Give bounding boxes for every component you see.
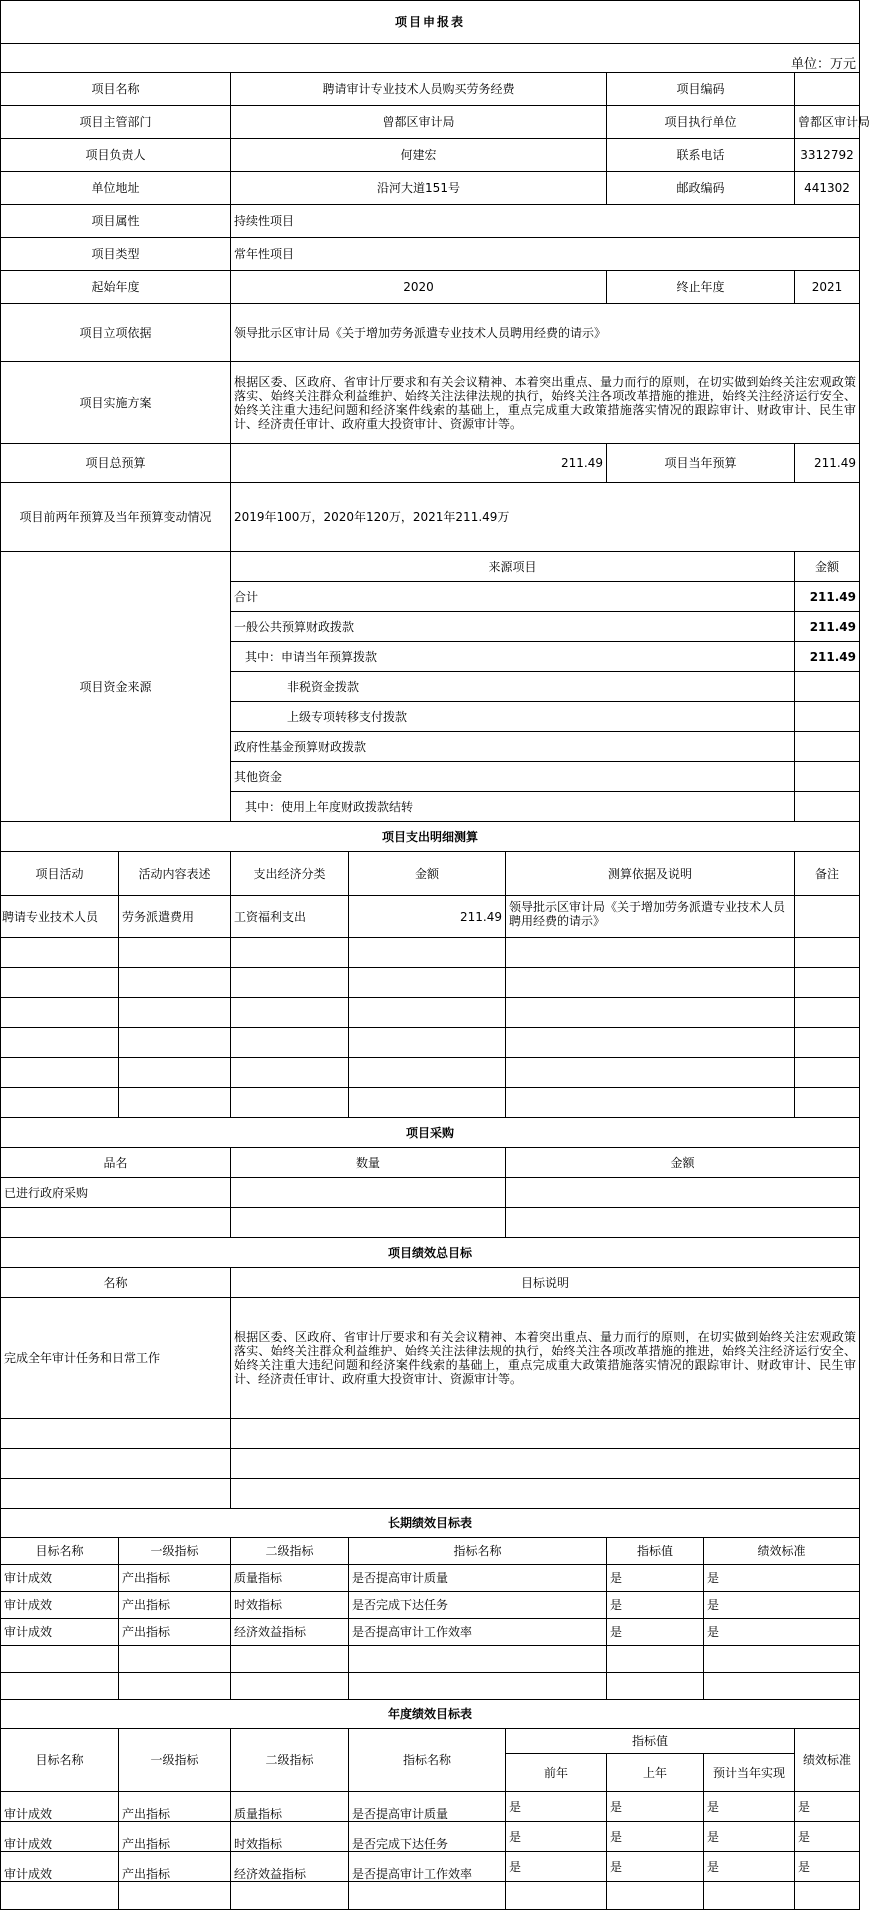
longterm-header-target: 目标名称 bbox=[1, 1538, 119, 1565]
annual-target: 审计成效 bbox=[1, 1822, 119, 1852]
longterm-l1: 产出指标 bbox=[119, 1565, 231, 1592]
expense-header-activity: 项目活动 bbox=[1, 852, 119, 896]
procurement-empty-row bbox=[1, 1208, 860, 1238]
annual-prev1: 是 bbox=[607, 1852, 704, 1882]
zip-label: 邮政编码 bbox=[607, 172, 795, 205]
funding-row-fund: 政府性基金预算财政拨款 bbox=[231, 732, 795, 762]
funding-row-current-year: 其中：申请当年预算拨款 bbox=[231, 642, 795, 672]
funding-row-general: 一般公共预算财政拨款 bbox=[231, 612, 795, 642]
annual-prev2: 是 bbox=[506, 1792, 607, 1822]
longterm-l2: 经济效益指标 bbox=[231, 1619, 349, 1646]
funding-amount-general: 211.49 bbox=[795, 612, 860, 642]
funding-amount-other bbox=[795, 762, 860, 792]
longterm-indicator: 是否完成下达任务 bbox=[349, 1592, 607, 1619]
longterm-indicator: 是否提高审计工作效率 bbox=[349, 1619, 607, 1646]
expense-empty-row bbox=[1, 1058, 860, 1088]
longterm-target: 审计成效 bbox=[1, 1592, 119, 1619]
perf-total-section-title: 项目绩效总目标 bbox=[1, 1238, 860, 1268]
total-budget-value: 211.49 bbox=[231, 444, 607, 483]
procurement-section-title: 项目采购 bbox=[1, 1118, 860, 1148]
expense-section-title: 项目支出明细测算 bbox=[1, 822, 860, 852]
expense-empty-row bbox=[1, 938, 860, 968]
annual-l2: 质量指标 bbox=[231, 1792, 349, 1822]
funding-amount-carryover bbox=[795, 792, 860, 822]
funding-label: 项目资金来源 bbox=[1, 552, 231, 822]
address-value: 沿河大道151号 bbox=[231, 172, 607, 205]
budget-change-label: 项目前两年预算及当年预算变动情况 bbox=[1, 483, 231, 552]
end-year-label: 终止年度 bbox=[607, 271, 795, 304]
start-year-label: 起始年度 bbox=[1, 271, 231, 304]
type-value: 常年性项目 bbox=[231, 238, 860, 271]
perf-total-name: 完成全年审计任务和日常工作 bbox=[1, 1298, 231, 1419]
annual-prev1: 是 bbox=[607, 1792, 704, 1822]
longterm-header-standard: 绩效标准 bbox=[704, 1538, 860, 1565]
annual-prev2: 是 bbox=[506, 1822, 607, 1852]
funding-amount-current-year: 211.49 bbox=[795, 642, 860, 672]
expense-amount: 211.49 bbox=[349, 896, 506, 938]
expense-empty-row bbox=[1, 968, 860, 998]
annual-header-prev2: 前年 bbox=[506, 1754, 607, 1792]
start-year-value: 2020 bbox=[231, 271, 607, 304]
annual-prev2: 是 bbox=[506, 1852, 607, 1882]
basis-value: 领导批示区审计局《关于增加劳务派遣专业技术人员聘用经费的请示》 bbox=[231, 304, 860, 362]
longterm-empty-row bbox=[1, 1646, 860, 1673]
annual-current: 是 bbox=[704, 1852, 795, 1882]
perf-total-header-desc: 目标说明 bbox=[231, 1268, 860, 1298]
current-budget-value: 211.49 bbox=[795, 444, 860, 483]
longterm-header-indicator: 指标名称 bbox=[349, 1538, 607, 1565]
owner-label: 项目负责人 bbox=[1, 139, 231, 172]
annual-l1: 产出指标 bbox=[119, 1852, 231, 1882]
project-code-value bbox=[795, 73, 860, 106]
annual-header-standard: 绩效标准 bbox=[795, 1729, 860, 1792]
funding-amount-nontax bbox=[795, 672, 860, 702]
plan-label: 项目实施方案 bbox=[1, 362, 231, 444]
expense-header-econ: 支出经济分类 bbox=[231, 852, 349, 896]
funding-row-total: 合计 bbox=[231, 582, 795, 612]
expense-header-note: 备注 bbox=[795, 852, 860, 896]
annual-l2: 时效指标 bbox=[231, 1822, 349, 1852]
funding-source-header: 来源项目 bbox=[231, 552, 795, 582]
longterm-indicator: 是否提高审计质量 bbox=[349, 1565, 607, 1592]
expense-activity: 聘请专业技术人员 bbox=[1, 896, 119, 938]
annual-current: 是 bbox=[704, 1792, 795, 1822]
annual-header-value: 指标值 bbox=[506, 1729, 795, 1754]
current-budget-label: 项目当年预算 bbox=[607, 444, 795, 483]
dept-label: 项目主管部门 bbox=[1, 106, 231, 139]
annual-indicator: 是否完成下达任务 bbox=[349, 1822, 506, 1852]
attribute-value: 持续性项目 bbox=[231, 205, 860, 238]
expense-header-basis: 测算依据及说明 bbox=[506, 852, 795, 896]
project-name-value: 聘请审计专业技术人员购买劳务经费 bbox=[231, 73, 607, 106]
funding-row-carryover: 其中：使用上年度财政拨款结转 bbox=[231, 792, 795, 822]
expense-header-content: 活动内容表述 bbox=[119, 852, 231, 896]
longterm-section-title: 长期绩效目标表 bbox=[1, 1509, 860, 1538]
annual-header-l2: 二级指标 bbox=[231, 1729, 349, 1792]
longterm-l2: 时效指标 bbox=[231, 1592, 349, 1619]
procurement-amount bbox=[506, 1178, 860, 1208]
annual-header-current: 预计当年实现 bbox=[704, 1754, 795, 1792]
phone-label: 联系电话 bbox=[607, 139, 795, 172]
longterm-header-l1: 一级指标 bbox=[119, 1538, 231, 1565]
annual-empty-row bbox=[1, 1882, 860, 1910]
annual-header-target: 目标名称 bbox=[1, 1729, 119, 1792]
procurement-header-qty: 数量 bbox=[231, 1148, 506, 1178]
unit-label: 单位：万元 bbox=[1, 44, 860, 73]
procurement-header-item: 品名 bbox=[1, 1148, 231, 1178]
expense-empty-row bbox=[1, 1088, 860, 1118]
longterm-l2: 质量指标 bbox=[231, 1565, 349, 1592]
perf-total-header-name: 名称 bbox=[1, 1268, 231, 1298]
annual-section-title: 年度绩效目标表 bbox=[1, 1700, 860, 1729]
attribute-label: 项目属性 bbox=[1, 205, 231, 238]
annual-header-l1: 一级指标 bbox=[119, 1729, 231, 1792]
expense-empty-row bbox=[1, 998, 860, 1028]
annual-l1: 产出指标 bbox=[119, 1822, 231, 1852]
longterm-value: 是 bbox=[607, 1619, 704, 1646]
longterm-value: 是 bbox=[607, 1592, 704, 1619]
address-label: 单位地址 bbox=[1, 172, 231, 205]
expense-basis: 领导批示区审计局《关于增加劳务派遣专业技术人员聘用经费的请示》 bbox=[506, 896, 795, 938]
expense-content: 劳务派遣费用 bbox=[119, 896, 231, 938]
total-budget-label: 项目总预算 bbox=[1, 444, 231, 483]
exec-unit-value: 曾都区审计局 bbox=[795, 106, 860, 139]
expense-note bbox=[795, 896, 860, 938]
longterm-standard: 是 bbox=[704, 1565, 860, 1592]
longterm-header-value: 指标值 bbox=[607, 1538, 704, 1565]
perf-total-empty-row bbox=[1, 1419, 860, 1449]
funding-row-other: 其他资金 bbox=[231, 762, 795, 792]
procurement-qty bbox=[231, 1178, 506, 1208]
perf-total-empty-row bbox=[1, 1449, 860, 1479]
project-name-label: 项目名称 bbox=[1, 73, 231, 106]
annual-indicator: 是否提高审计工作效率 bbox=[349, 1852, 506, 1882]
page-title: 项目申报表 bbox=[1, 1, 860, 44]
annual-header-prev1: 上年 bbox=[607, 1754, 704, 1792]
funding-amount-transfer bbox=[795, 702, 860, 732]
longterm-empty-row bbox=[1, 1673, 860, 1700]
funding-amount-header: 金额 bbox=[795, 552, 860, 582]
longterm-l1: 产出指标 bbox=[119, 1592, 231, 1619]
annual-prev1: 是 bbox=[607, 1822, 704, 1852]
funding-row-nontax: 非税资金拨款 bbox=[231, 672, 795, 702]
plan-value: 根据区委、区政府、省审计厅要求和有关会议精神、本着突出重点、量力而行的原则，在切实做到始终关注宏观政策落实、始终关注群众利益维护、始终关注法律法规的执行，始终关注各项改革措施的推进，始终关注经济运行安全、始终关注重大违纪问题和经济案件线索的基础上，重点完成重大政策措施落实情况的跟踪审计、财政审计、民生审计、经济责任审计、政府重大投资审计、资源审计等。 bbox=[231, 362, 860, 444]
annual-target: 审计成效 bbox=[1, 1792, 119, 1822]
budget-change-value: 2019年100万，2020年120万，2021年211.49万 bbox=[231, 483, 860, 552]
phone-value: 3312792 bbox=[795, 139, 860, 172]
exec-unit-label: 项目执行单位 bbox=[607, 106, 795, 139]
annual-header-indicator: 指标名称 bbox=[349, 1729, 506, 1792]
expense-empty-row bbox=[1, 1028, 860, 1058]
end-year-value: 2021 bbox=[795, 271, 860, 304]
longterm-value: 是 bbox=[607, 1565, 704, 1592]
dept-value: 曾都区审计局 bbox=[231, 106, 607, 139]
procurement-header-amount: 金额 bbox=[506, 1148, 860, 1178]
perf-total-empty-row bbox=[1, 1479, 860, 1509]
project-code-label: 项目编码 bbox=[607, 73, 795, 106]
owner-value: 何建宏 bbox=[231, 139, 607, 172]
basis-label: 项目立项依据 bbox=[1, 304, 231, 362]
funding-row-transfer: 上级专项转移支付拨款 bbox=[231, 702, 795, 732]
longterm-target: 审计成效 bbox=[1, 1619, 119, 1646]
longterm-standard: 是 bbox=[704, 1619, 860, 1646]
longterm-l1: 产出指标 bbox=[119, 1619, 231, 1646]
expense-header-amount: 金额 bbox=[349, 852, 506, 896]
longterm-target: 审计成效 bbox=[1, 1565, 119, 1592]
annual-standard: 是 bbox=[795, 1822, 860, 1852]
annual-standard: 是 bbox=[795, 1852, 860, 1882]
annual-l2: 经济效益指标 bbox=[231, 1852, 349, 1882]
annual-standard: 是 bbox=[795, 1792, 860, 1822]
longterm-header-l2: 二级指标 bbox=[231, 1538, 349, 1565]
expense-econ: 工资福利支出 bbox=[231, 896, 349, 938]
longterm-standard: 是 bbox=[704, 1592, 860, 1619]
annual-current: 是 bbox=[704, 1822, 795, 1852]
procurement-item: 已进行政府采购 bbox=[1, 1178, 231, 1208]
funding-amount-total: 211.49 bbox=[795, 582, 860, 612]
annual-l1: 产出指标 bbox=[119, 1792, 231, 1822]
annual-target: 审计成效 bbox=[1, 1852, 119, 1882]
funding-amount-fund bbox=[795, 732, 860, 762]
type-label: 项目类型 bbox=[1, 238, 231, 271]
annual-indicator: 是否提高审计质量 bbox=[349, 1792, 506, 1822]
perf-total-desc: 根据区委、区政府、省审计厅要求和有关会议精神、本着突出重点、量力而行的原则，在切实做到始终关注宏观政策落实、始终关注群众利益维护、始终关注法律法规的执行，始终关注各项改革措施的推进，始终关注经济运行安全、始终关注重大违纪问题和经济案件线索的基础上，重点完成重大政策措施落实情况的跟踪审计、财政审计、民生审计、经济责任审计、政府重大投资审计、资源审计等。 bbox=[231, 1298, 860, 1419]
zip-value: 441302 bbox=[795, 172, 860, 205]
